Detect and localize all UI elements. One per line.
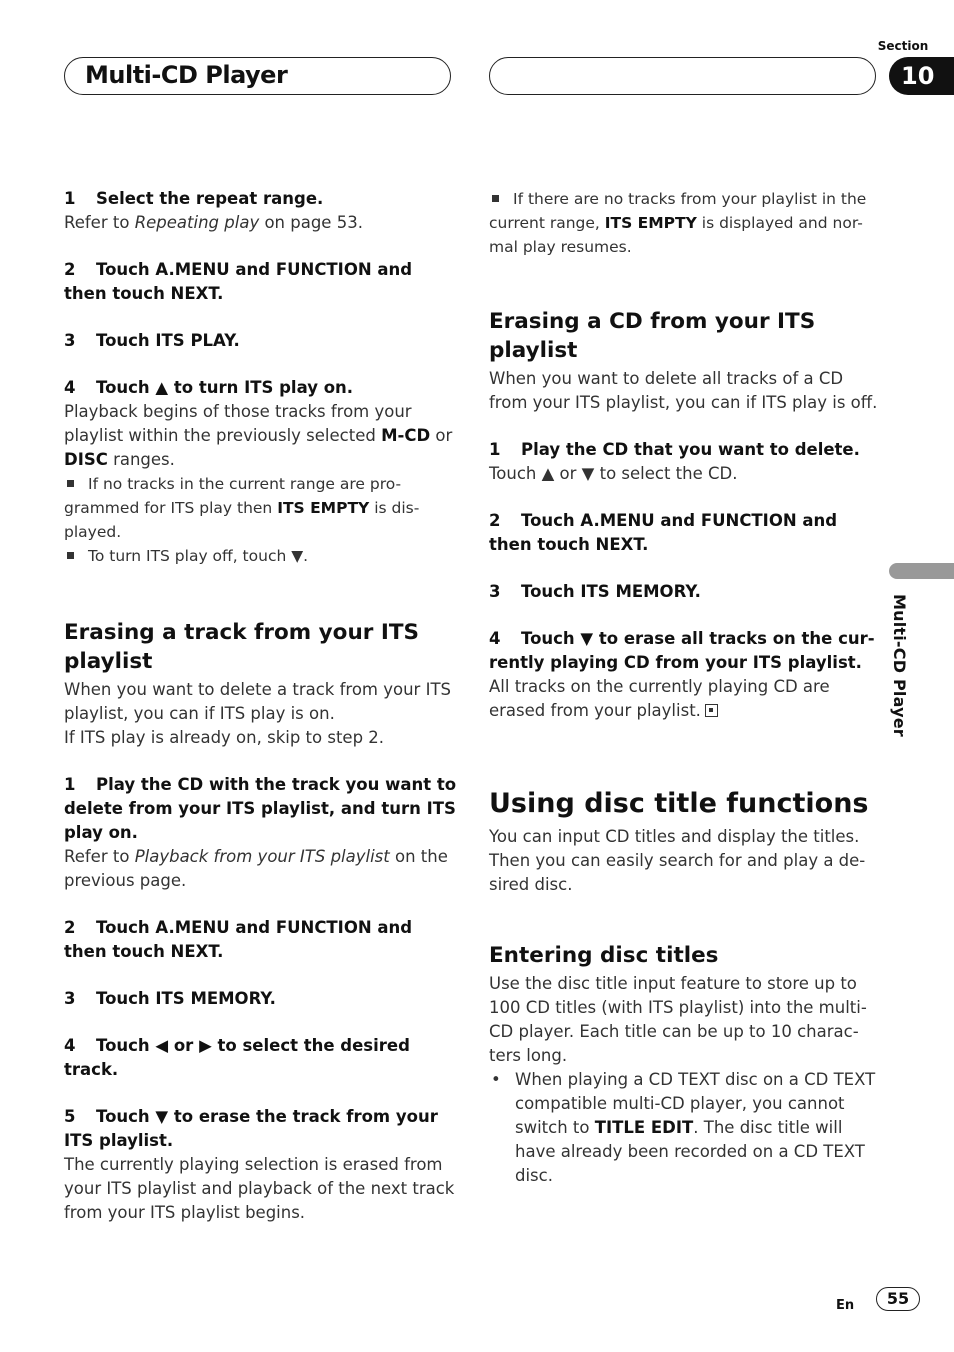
step-body: Playback begins of those tracks from your playlist within the previously selected M-CD or DISC ranges. bbox=[64, 402, 453, 469]
step-touch-amenu: 2 Touch A.MENU and FUNCTION and then touch NEXT. bbox=[489, 511, 838, 554]
step-body: Refer to Playback from your ITS playlist on the previous page. bbox=[64, 847, 448, 890]
paragraph: Use the disc title input feature to store up to 100 CD titles (with ITS playlist) into the multi-CD player. Each title can be up to 10 charac-ters long. bbox=[489, 974, 867, 1065]
step-touch-its-play: 3 Touch ITS PLAY. bbox=[64, 331, 240, 350]
square-bullet-icon bbox=[492, 195, 499, 202]
heading-disc-title-functions: Using disc title functions bbox=[489, 788, 869, 819]
side-section-label: Multi-CD Player bbox=[890, 594, 909, 737]
note-turn-off: To turn ITS play off, touch ▼. bbox=[64, 544, 459, 568]
step-touch-amenu: 2 Touch A.MENU and FUNCTION and then touch NEXT. bbox=[64, 260, 413, 303]
square-bullet-icon bbox=[67, 552, 74, 559]
header-empty-box bbox=[489, 57, 876, 95]
header-title-box bbox=[64, 57, 451, 95]
left-column bbox=[64, 187, 459, 1225]
language-label: En bbox=[836, 1298, 855, 1313]
step-play-cd: 1 Play the CD with the track you want to delete from your ITS playlist, and turn ITS play on. bbox=[64, 775, 457, 842]
step-touch-its-memory: 3 Touch ITS MEMORY. bbox=[64, 989, 276, 1008]
section-label: Section bbox=[877, 39, 929, 53]
heading-erase-cd: Erasing a CD from your ITS playlist bbox=[489, 309, 816, 363]
step-body: The currently playing selection is erased from your ITS playlist and playback of the next track from your ITS playlist begins. bbox=[64, 1155, 455, 1222]
side-tab-marker bbox=[889, 563, 954, 579]
page-number: 55 bbox=[876, 1287, 920, 1311]
step-turn-its-on: 4 Touch ▲ to turn ITS play on. bbox=[64, 378, 354, 397]
page-title: Multi-CD Player bbox=[85, 61, 288, 89]
step-select-track: 4 Touch ◀ or ▶ to select the desired track. bbox=[64, 1036, 410, 1079]
step-body: All tracks on the currently playing CD are erased from your playlist. bbox=[489, 677, 830, 720]
step-body: Touch ▲ or ▼ to select the CD. bbox=[489, 464, 738, 483]
step-erase-track: 5 Touch ▼ to erase the track from your ITS playlist. bbox=[64, 1107, 438, 1150]
bullet-item: • When playing a CD TEXT disc on a CD TEXT compatible multi-CD player, you cannot switch to TITLE EDIT. The disc title will have already been recorded on a CD TEXT disc. bbox=[491, 1070, 876, 1185]
note-no-tracks: If there are no tracks from your playlist in the current range, ITS EMPTY is displayed and nor-mal play resumes. bbox=[489, 190, 867, 256]
paragraph: When you want to delete all tracks of a CD from your ITS playlist, you can if ITS play is off. bbox=[489, 369, 878, 412]
heading-entering-disc-titles: Entering disc titles bbox=[489, 943, 719, 968]
step-play-cd-delete: 1 Play the CD that you want to delete. bbox=[489, 440, 860, 459]
paragraph: You can input CD titles and display the titles. Then you can easily search for and play a de-sired disc. bbox=[489, 827, 866, 894]
step-body: Refer to Repeating play on page 53. bbox=[64, 213, 363, 232]
square-bullet-icon bbox=[67, 480, 74, 487]
heading-erase-track: Erasing a track from your ITS playlist bbox=[64, 620, 420, 674]
paragraph: When you want to delete a track from your ITS playlist, you can if ITS play is on. bbox=[64, 680, 452, 723]
step-erase-all-tracks: 4 Touch ▼ to erase all tracks on the cur-rently playing CD from your ITS playlist. bbox=[489, 629, 875, 672]
paragraph: If ITS play is already on, skip to step 2. bbox=[64, 728, 385, 747]
right-column bbox=[489, 187, 881, 1188]
note-its-empty: If no tracks in the current range are pro-grammed for ITS play then ITS EMPTY is dis-played. bbox=[64, 475, 420, 541]
end-of-section-icon bbox=[705, 704, 718, 717]
section-number-badge: 10 bbox=[889, 57, 954, 95]
dot-bullet-icon: • bbox=[491, 1070, 501, 1089]
step-select-repeat-range: 1 Select the repeat range. bbox=[64, 189, 324, 208]
step-touch-its-memory: 3 Touch ITS MEMORY. bbox=[489, 582, 701, 601]
step-touch-amenu: 2 Touch A.MENU and FUNCTION and then touch NEXT. bbox=[64, 918, 413, 961]
